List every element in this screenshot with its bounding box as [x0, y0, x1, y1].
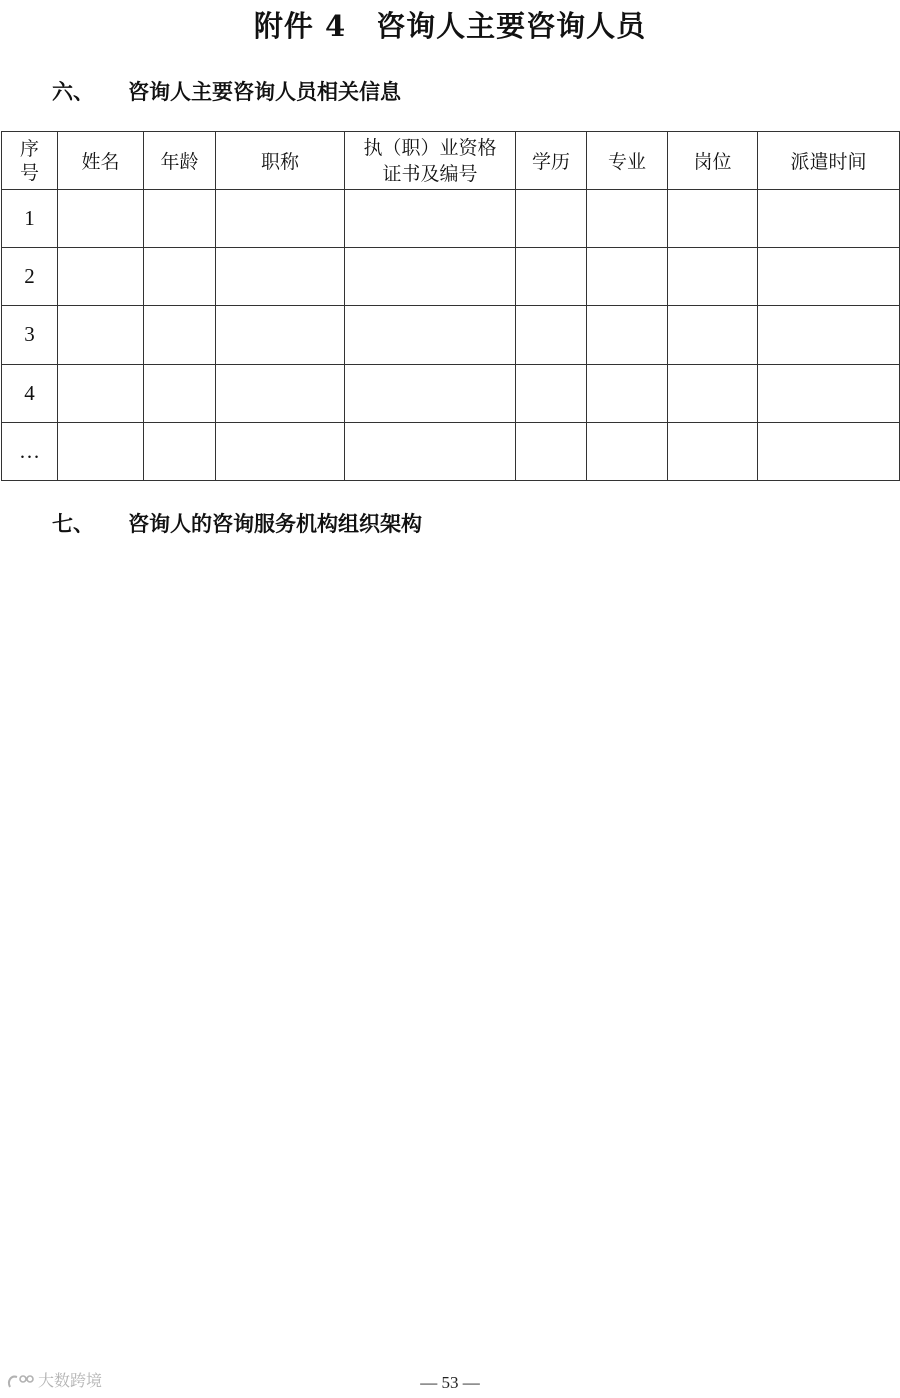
cell-dispatch-time	[758, 422, 900, 480]
row-number: …	[2, 422, 58, 480]
header-certificate: 执（职）业资格 证书及编号	[345, 132, 516, 190]
cell-education	[516, 306, 587, 364]
staff-info-table	[1, 131, 900, 481]
section-title: 咨询人主要咨询人员相关信息	[128, 79, 401, 104]
cell-position	[668, 422, 758, 480]
cell-age	[144, 190, 216, 248]
cell-title	[216, 306, 345, 364]
section-title: 咨询人的咨询服务机构组织架构	[128, 511, 422, 536]
table-header-row	[2, 132, 900, 190]
cell-title	[216, 190, 345, 248]
cell-age	[144, 422, 216, 480]
cell-position	[668, 306, 758, 364]
cell-title	[216, 364, 345, 422]
cell-title	[216, 422, 345, 480]
cell-major	[587, 364, 668, 422]
cell-name	[58, 248, 144, 306]
section-heading-7	[52, 508, 422, 538]
cell-age	[144, 364, 216, 422]
row-number: 1	[2, 190, 58, 248]
cell-certificate	[345, 364, 516, 422]
header-title: 职称	[216, 132, 345, 190]
watermark-text: 大数跨境	[38, 1371, 103, 1390]
cell-major	[587, 248, 668, 306]
cell-certificate	[345, 190, 516, 248]
header-major: 专业	[587, 132, 668, 190]
cell-major	[587, 190, 668, 248]
header-age: 年龄	[144, 132, 216, 190]
header-dispatch-time: 派遣时间	[758, 132, 900, 190]
header-name: 姓名	[58, 132, 144, 190]
header-education: 学历	[516, 132, 587, 190]
cell-dispatch-time	[758, 306, 900, 364]
row-number: 3	[2, 306, 58, 364]
cell-age	[144, 248, 216, 306]
section-heading-6	[52, 76, 401, 106]
cell-certificate	[345, 248, 516, 306]
cell-title	[216, 248, 345, 306]
section-number: 七、	[52, 511, 94, 536]
cell-position	[668, 190, 758, 248]
cell-name	[58, 306, 144, 364]
cell-age	[144, 306, 216, 364]
table-row	[2, 306, 900, 364]
table-row	[2, 248, 900, 306]
table-row	[2, 364, 900, 422]
cell-certificate	[345, 306, 516, 364]
cell-education	[516, 422, 587, 480]
cell-name	[58, 364, 144, 422]
table-row	[2, 190, 900, 248]
cell-education	[516, 190, 587, 248]
cell-major	[587, 422, 668, 480]
cell-dispatch-time	[758, 364, 900, 422]
document-title: 附件 4 咨询人主要咨询人员	[253, 9, 647, 43]
cell-position	[668, 248, 758, 306]
page-number: — 53 —	[420, 1373, 480, 1392]
row-number: 4	[2, 364, 58, 422]
cell-major	[587, 306, 668, 364]
cell-education	[516, 364, 587, 422]
section-number: 六、	[52, 79, 94, 104]
header-position: 岗位	[668, 132, 758, 190]
cell-dispatch-time	[758, 190, 900, 248]
table-row	[2, 422, 900, 480]
row-number: 2	[2, 248, 58, 306]
cell-dispatch-time	[758, 248, 900, 306]
cell-education	[516, 248, 587, 306]
cell-position	[668, 364, 758, 422]
cell-name	[58, 422, 144, 480]
header-seq: 序 号	[2, 132, 58, 190]
cell-name	[58, 190, 144, 248]
cell-certificate	[345, 422, 516, 480]
